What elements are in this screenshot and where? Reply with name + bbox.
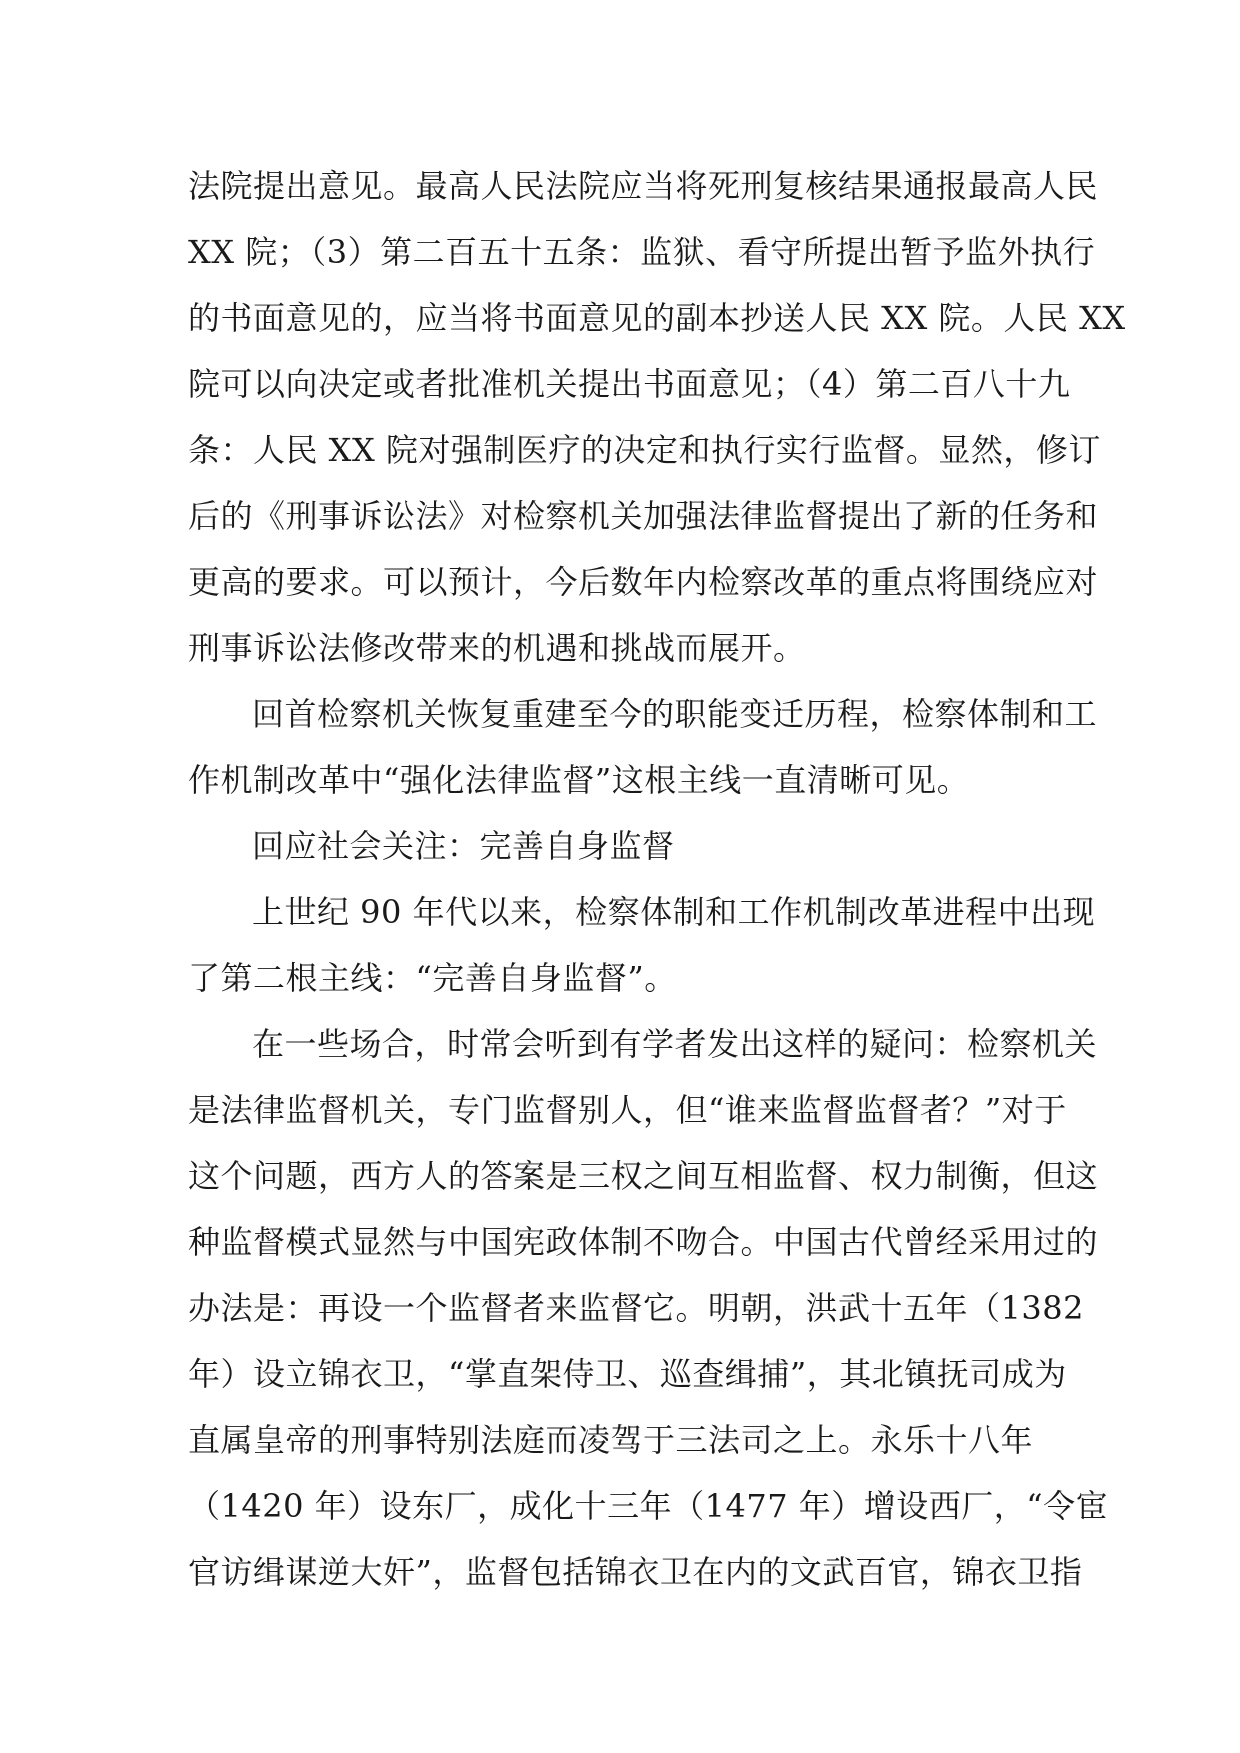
text-line: （1420 年）设东厂，成化十三年（1477 年）增设西厂，“令宦 (188, 1487, 1109, 1525)
text-line: 种监督模式显然与中国宪政体制不吻合。中国古代曾经采用过的 (188, 1223, 1099, 1261)
text-line: 院可以向决定或者批准机关提出书面意见；（4）第二百八十九 (188, 365, 1071, 403)
paragraph-first-line: 回首检察机关恢复重建至今的职能变迁历程，检察体制和工 (252, 695, 1098, 733)
section-heading: 回应社会关注：完善自身监督 (252, 827, 675, 865)
text-line: 后的《刑事诉讼法》对检察机关加强法律监督提出了新的任务和 (188, 497, 1099, 535)
text-line: 是法律监督机关，专门监督别人，但“谁来监督监督者？”对于 (188, 1091, 1067, 1129)
paragraph-first-line: 上世纪 90 年代以来，检察体制和工作机制改革进程中出现 (252, 893, 1096, 931)
text-line: 刑事诉讼法修改带来的机遇和挑战而展开。 (188, 629, 806, 667)
paragraph-first-line: 在一些场合，时常会听到有学者发出这样的疑问：检察机关 (252, 1025, 1098, 1063)
text-line: 年）设立锦衣卫，“掌直架侍卫、巡查缉捕”，其北镇抚司成为 (188, 1355, 1067, 1393)
text-line: 了第二根主线：“完善自身监督”。 (188, 959, 677, 997)
text-line: 作机制改革中“强化法律监督”这根主线一直清晰可见。 (188, 761, 970, 799)
text-line: XX 院；（3）第二百五十五条：监狱、看守所提出暂予监外执行 (188, 233, 1096, 271)
text-line: 这个问题，西方人的答案是三权之间互相监督、权力制衡，但这 (188, 1157, 1099, 1195)
text-line: 办法是：再设一个监督者来监督它。明朝，洪武十五年（1382 (188, 1289, 1084, 1327)
text-line: 官访缉谋逆大奸”，监督包括锦衣卫在内的文武百官，锦衣卫指 (188, 1553, 1083, 1591)
text-line: 法院提出意见。最高人民法院应当将死刑复核结果通报最高人民 (188, 167, 1099, 205)
text-line: 更高的要求。可以预计，今后数年内检察改革的重点将围绕应对 (188, 563, 1099, 601)
text-line: 直属皇帝的刑事特别法庭而凌驾于三法司之上。永乐十八年 (188, 1421, 1034, 1459)
text-line: 的书面意见的，应当将书面意见的副本抄送人民 XX 院。人民 XX (188, 299, 1126, 337)
text-line: 条：人民 XX 院对强制医疗的决定和执行实行监督。显然，修订 (188, 431, 1101, 469)
